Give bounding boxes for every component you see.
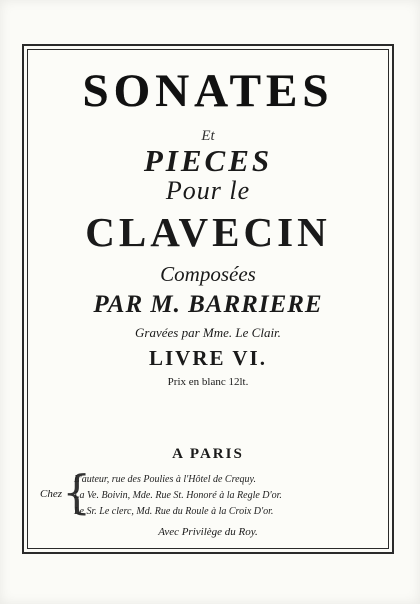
title-pour-le: Pour le xyxy=(165,176,251,205)
composed-label: Composées xyxy=(160,262,256,286)
city-line: A PARIS xyxy=(172,446,244,462)
privilege-line: Avec Privilège du Roy. xyxy=(158,526,258,538)
sellers-label: Chez xyxy=(40,488,62,500)
title-pieces: PIECES xyxy=(143,143,273,178)
seller-address: Le Sr. Le clerc, Md. Rue du Roule à la Croix D'or. xyxy=(74,506,274,517)
seller-address: L'auteur, rue des Poulies à l'Hôtel de Crequy. xyxy=(74,474,256,485)
book-number: LIVRE VI. xyxy=(149,346,267,370)
seller-address: La Ve. Boivin, Mde. Rue St. Honoré à la Regle D'or. xyxy=(74,490,282,501)
sellers-brace: { xyxy=(62,465,92,519)
engraver-line: Gravées par Mme. Le Clair. xyxy=(135,325,281,340)
title-clavecin: CLAVECIN xyxy=(85,209,331,255)
title-sonates: SONATES xyxy=(82,65,334,117)
title-conjunction: Et xyxy=(201,128,215,144)
author-line: PAR M. BARRIERE xyxy=(93,291,323,318)
price-line: Prix en blanc 12lt. xyxy=(167,376,249,388)
